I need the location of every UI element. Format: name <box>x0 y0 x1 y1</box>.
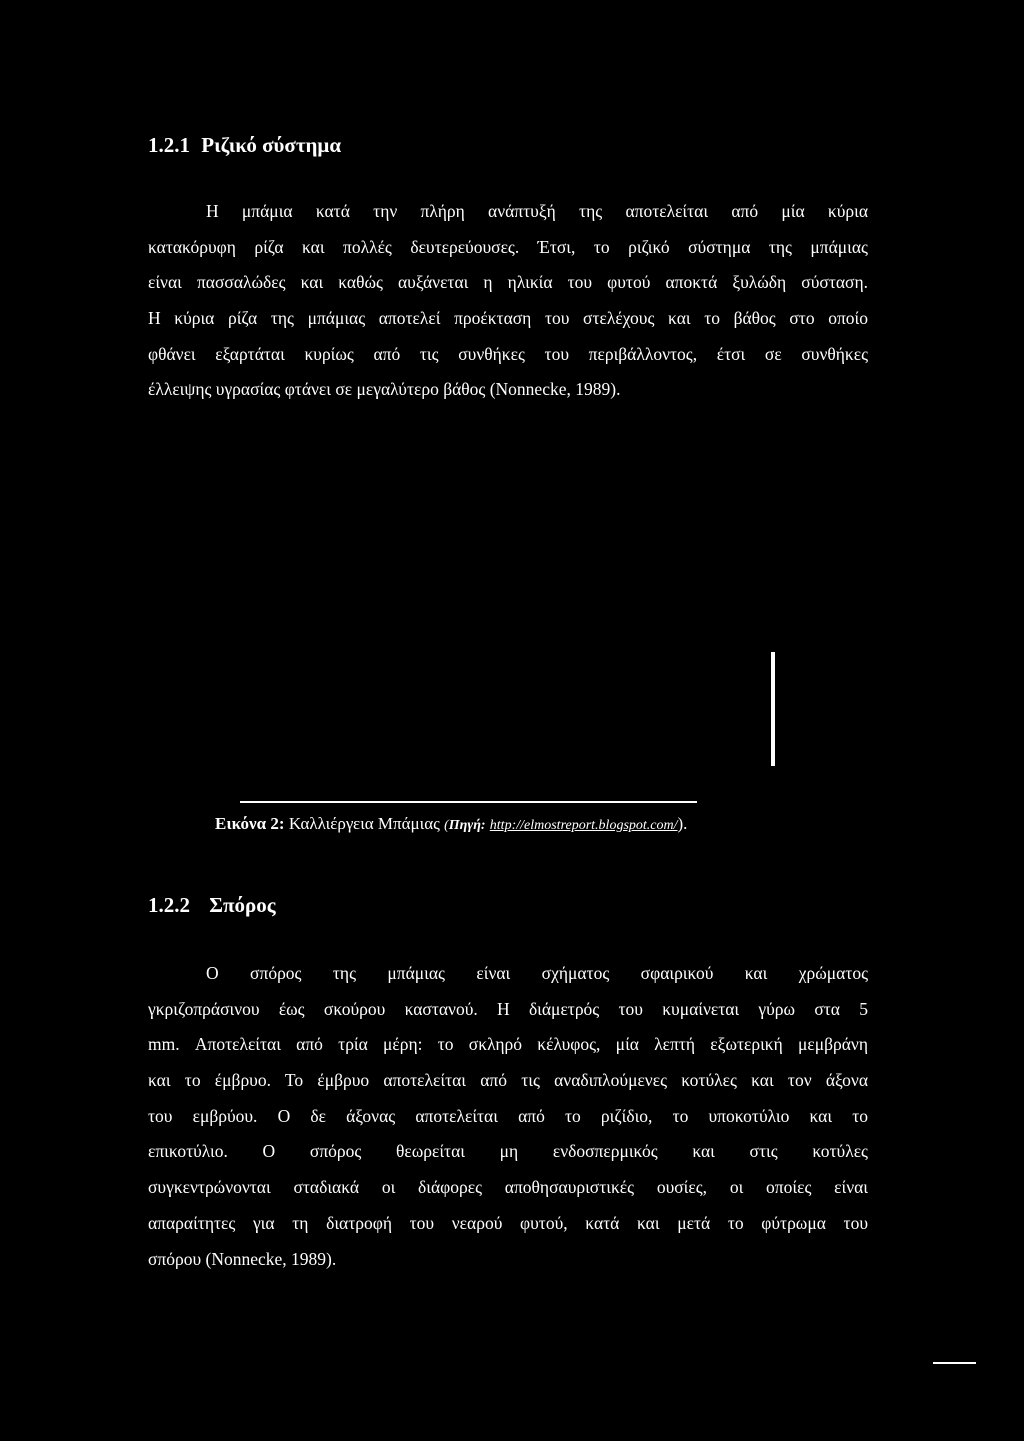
text-line: επικοτύλιο. Ο σπόρος θεωρείται μη ενδοσπερμικός και στις κοτύλες <box>148 1141 868 1162</box>
text-line: Ο σπόρος της μπάμιας είναι σχήματος σφαιρικού και χρώματος <box>206 963 868 983</box>
figure-label: Εικόνα 2: <box>215 814 285 833</box>
figure-caption-text: Καλλιέργεια Μπάμιας <box>288 814 440 833</box>
text-line: είναι πασσαλώδες και καθώς αυξάνεται η ηλικία του φυτού αποκτά ξυλώδη σύσταση. <box>148 272 868 293</box>
section-number: 1.2.2 <box>148 893 190 917</box>
section-heading-seed <box>148 891 276 919</box>
text-line: απαραίτητες για τη διατροφή του νεαρού φυτού, κατά και μετά το φύτρωμα του <box>148 1212 868 1233</box>
text-line: mm. Αποτελείται από τρία μέρη: το σκληρό κέλυφος, μία λεπτή εξωτερική μεμβράνη <box>148 1034 868 1055</box>
figure-source-open: ( <box>444 818 449 833</box>
section-title: Ριζικό σύστημα <box>201 133 342 157</box>
text-line: του εμβρύου. Ο δε άξονας αποτελείται από το ριζίδιο, το υποκοτύλιο και το <box>148 1105 868 1126</box>
text-line: φθάνει εξαρτάται κυρίως από τις συνθήκες του περιβάλλοντος, έτσι σε συνθήκες <box>148 343 868 364</box>
text-line: γκριζοπράσινου έως σκούρου καστανού. Η διάμετρός του κυμαίνεται γύρω στα 5 <box>148 998 868 1019</box>
text-line: συγκεντρώνονται σταδιακά οι διάφορες αποθησαυριστικές ουσίες, οι οποίες είναι <box>148 1177 868 1198</box>
paragraph-root-system <box>148 194 868 408</box>
text-line: Η μπάμια κατά την πλήρη ανάπτυξή της αποτελείται από μία κύρια <box>206 201 868 221</box>
text-line: έλλειψης υγρασίας φτάνει σε μεγαλύτερο βάθος (Nonnecke, 1989). <box>148 379 621 400</box>
paragraph-seed <box>148 956 868 1277</box>
figure-frame-edge <box>771 652 775 766</box>
figure-source-link[interactable]: http://elmostreport.blogspot.com/ <box>489 818 678 833</box>
text-line: σπόρου (Nonnecke, 1989). <box>148 1248 337 1269</box>
figure-frame-bottom <box>240 801 697 803</box>
section-title: Σπόρος <box>209 893 276 917</box>
figure-source-close: ). <box>677 814 688 833</box>
figure-caption <box>215 812 687 838</box>
footer-rule <box>933 1362 976 1364</box>
text-line: κατακόρυφη ρίζα και πολλές δευτερεύουσες. Έτσι, το ριζικό σύστημα της μπάμιας <box>148 236 868 257</box>
text-line: και το έμβρυο. Το έμβρυο αποτελείται από τις αναδιπλούμενες κοτύλες και τον άξονα <box>148 1070 868 1091</box>
section-heading-root-system <box>148 131 341 159</box>
section-number: 1.2.1 <box>148 133 190 157</box>
text-line: Η κύρια ρίζα της μπάμιας αποτελεί προέκταση του στελέχους και το βάθος στο οποίο <box>148 308 868 329</box>
figure-source-label: Πηγή: <box>448 818 486 833</box>
